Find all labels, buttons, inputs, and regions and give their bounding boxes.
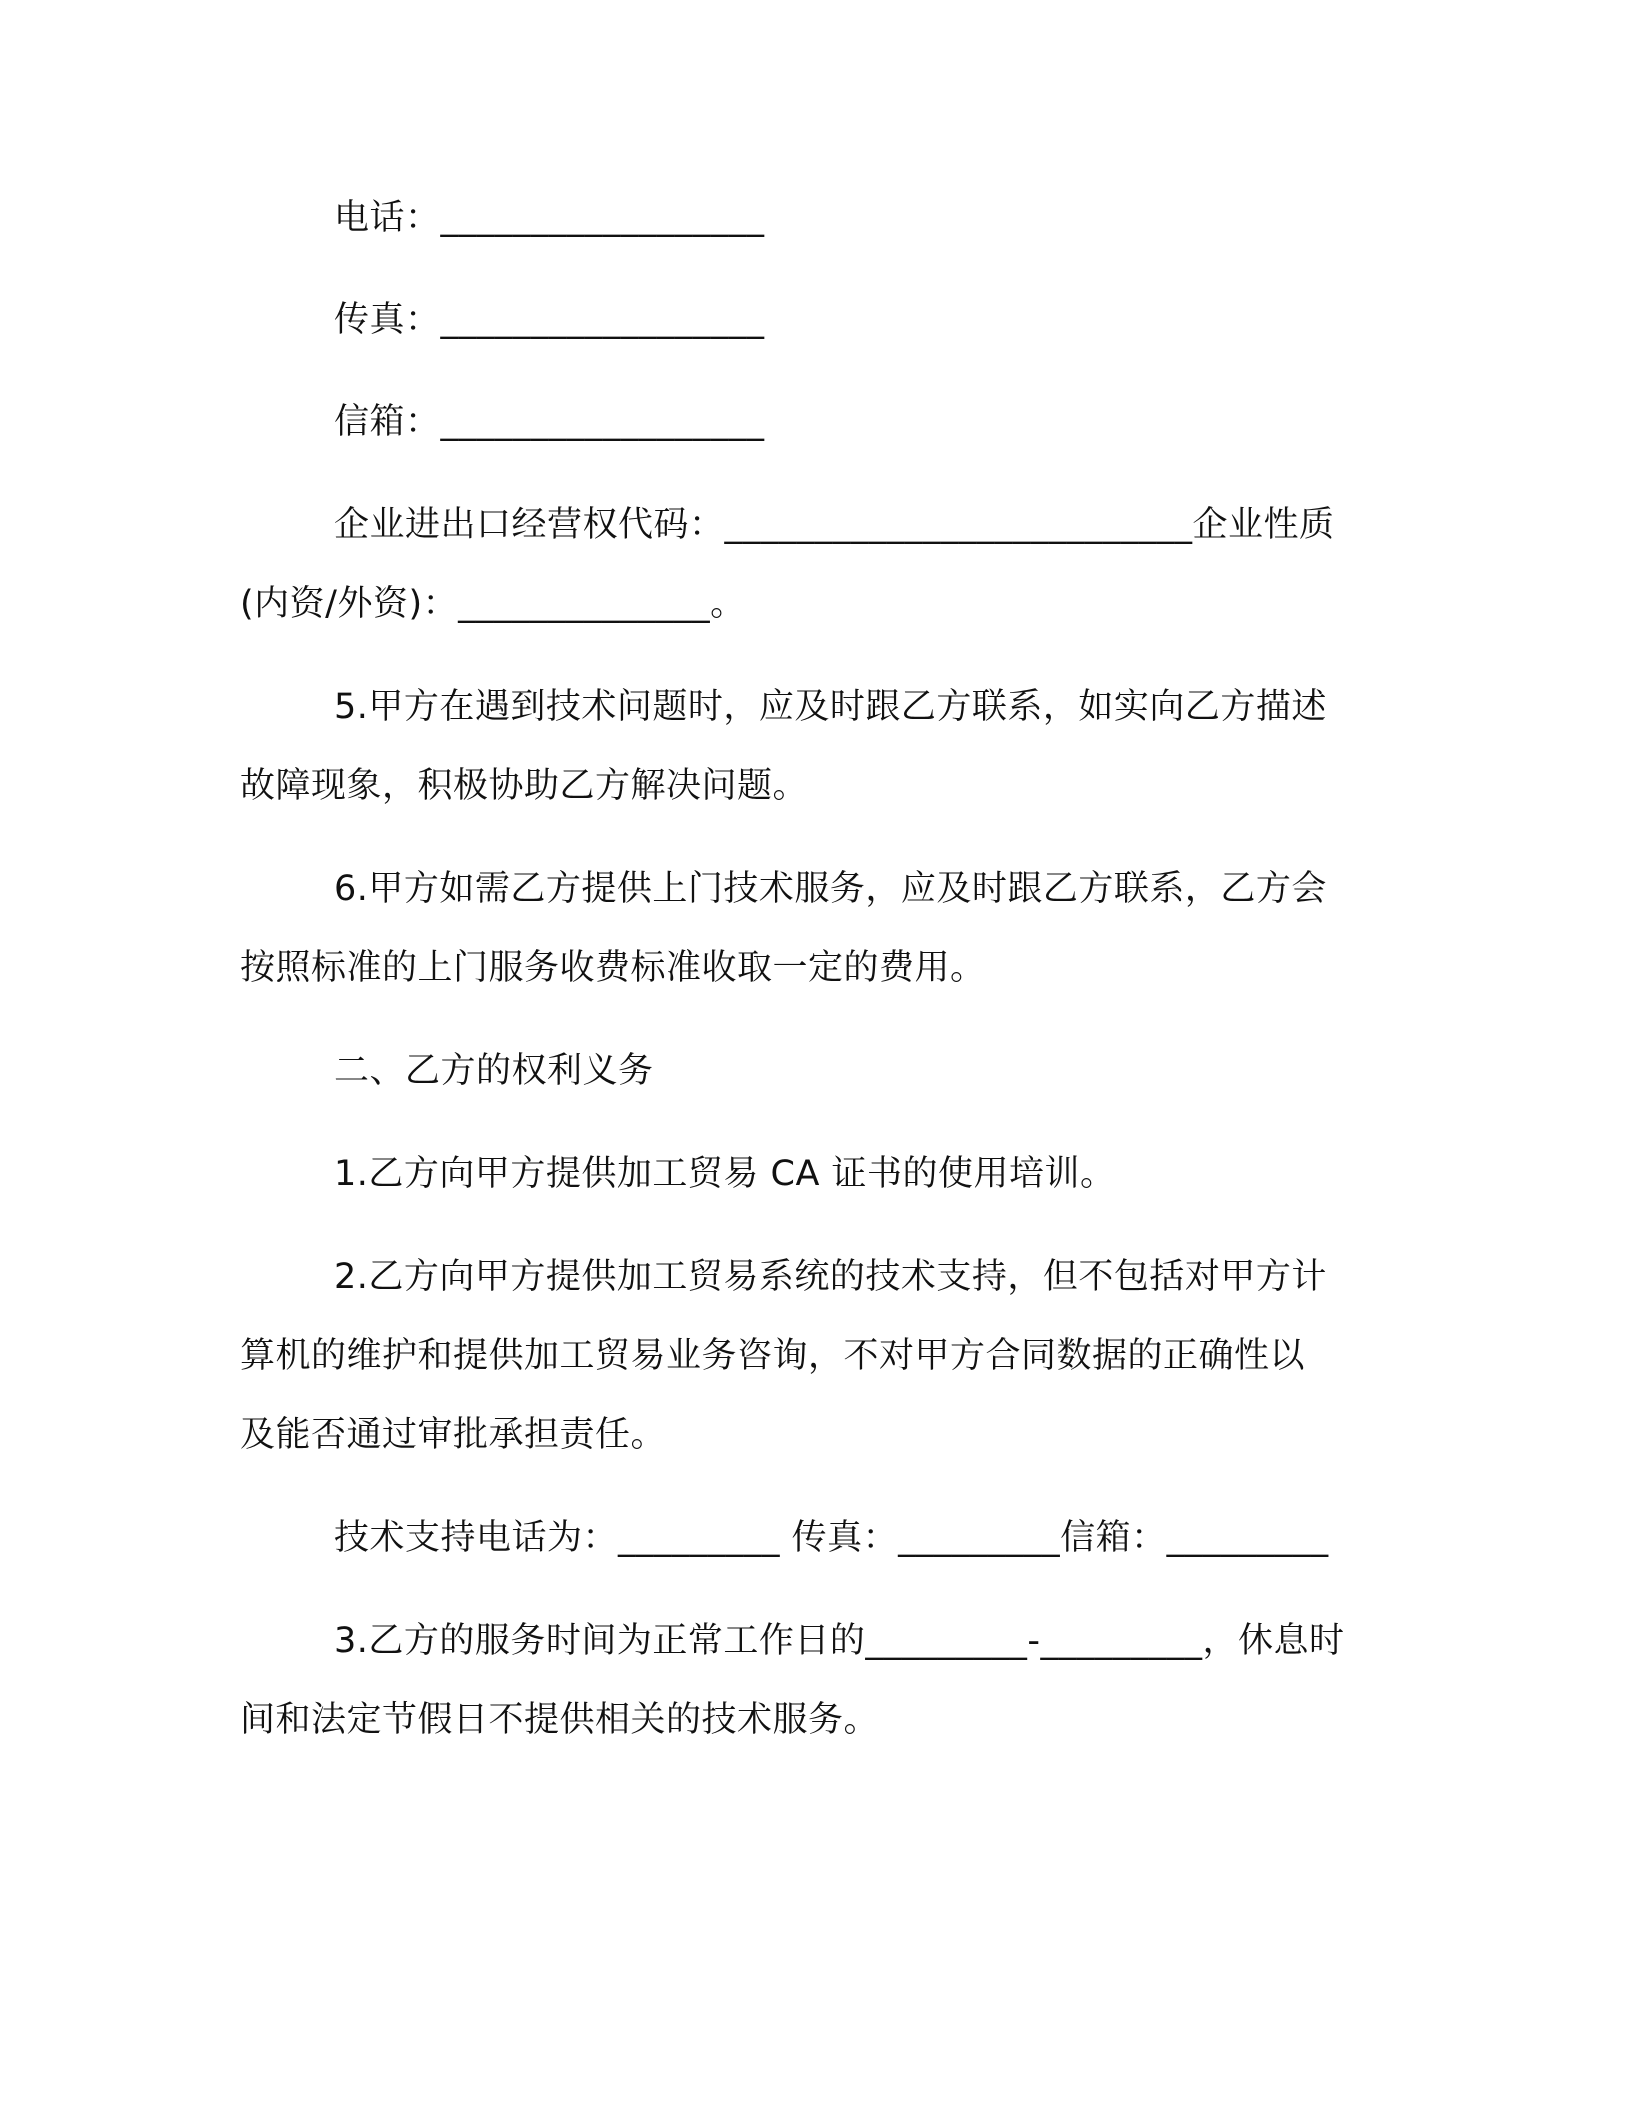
section-heading: 二、乙方的权利义务 — [334, 1051, 654, 1091]
clause-b2-line-1: 2.乙方向甲方提供加工贸易系统的技术支持，但不包括对甲方计 — [334, 1257, 1327, 1297]
support-contact-line: 技术支持电话为：_________ 传真：_________信箱：_________ — [334, 1518, 1329, 1558]
export-code-line: 企业进出口经营权代码：__________________________企业性质 — [334, 505, 1335, 545]
clause-b2-line-3: 及能否通过审批承担责任。 — [240, 1415, 667, 1455]
clause-b1-line: 1.乙方向甲方提供加工贸易 CA 证书的使用培训。 — [334, 1154, 1116, 1194]
clause-5-line-2: 故障现象，积极协助乙方解决问题。 — [240, 766, 809, 806]
clause-b3-line-1: 3.乙方的服务时间为正常工作日的_________-_________，休息时 — [334, 1621, 1345, 1661]
enterprise-nature-line: (内资/外资)：______________。 — [240, 584, 746, 624]
clause-5-line-1: 5.甲方在遇到技术问题时，应及时跟乙方联系，如实向乙方描述 — [334, 687, 1327, 727]
clause-6-line-1: 6.甲方如需乙方提供上门技术服务，应及时跟乙方联系，乙方会 — [334, 869, 1327, 909]
phone-field-line: 电话：__________________ — [334, 198, 765, 238]
clause-b3-line-2: 间和法定节假日不提供相关的技术服务。 — [240, 1700, 880, 1740]
email-field-line: 信箱：__________________ — [334, 402, 765, 442]
clause-b2-line-2: 算机的维护和提供加工贸易业务咨询，不对甲方合同数据的正确性以 — [240, 1336, 1306, 1376]
clause-6-line-2: 按照标准的上门服务收费标准收取一定的费用。 — [240, 948, 986, 988]
fax-field-line: 传真：__________________ — [334, 300, 765, 340]
